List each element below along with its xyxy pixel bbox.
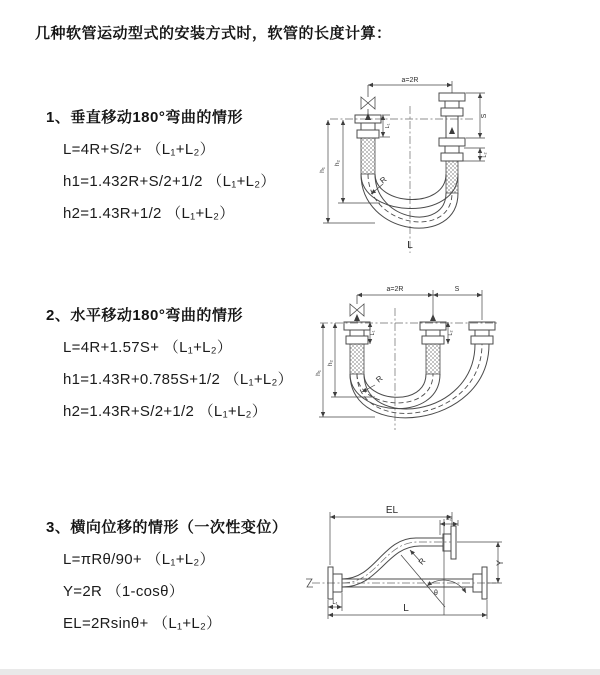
dim-label-l2: L₂ (448, 330, 454, 336)
dim-label-r: R (374, 373, 385, 385)
left-hose-fitting (355, 113, 381, 174)
dim-label-l2: L₂ (446, 516, 452, 522)
valve-icon (361, 85, 375, 115)
angle-construction (401, 555, 466, 607)
dim-label-L: L (403, 603, 409, 614)
section1-formula-L: L=4R+S/2+ （L₁+L₂） (63, 141, 215, 158)
hose-u-bend-positions (350, 344, 489, 418)
scan-edge (0, 669, 600, 675)
dim-label-a2r: a=2R (386, 286, 404, 293)
section1-formula-h1: h1=1.432R+S/2+1/2 （L₁+L₂） (63, 173, 276, 190)
dim-label-s: S (454, 286, 460, 293)
section2-formula-h2: h2=1.43R+S/2+1/2 （L₁+L₂） (63, 403, 268, 420)
section3-heading: 3、横向位移的情形（一次性变位） (46, 519, 288, 536)
section3-formula-Y: Y=2R （1-cosθ） (63, 583, 185, 600)
dimension-labels (332, 505, 505, 614)
section1-formula-h2: h2=1.43R+1/2 （L₁+L₂） (63, 205, 235, 222)
dim-label-s: S (481, 113, 488, 119)
diagram-horizontal-180-bend (305, 278, 600, 470)
flow-arrow (354, 314, 360, 321)
dim-label-el: EL (385, 505, 399, 516)
dim-label-h1: h₁ (319, 167, 326, 173)
dimension-lines (328, 512, 502, 619)
flow-arrow (449, 127, 455, 134)
diagram-vertical-180-bend (305, 70, 600, 265)
right-hose-fitting-two-positions (439, 93, 465, 193)
hose-u-bend (361, 174, 458, 228)
break-mark (306, 579, 313, 587)
dimension-lines (323, 81, 485, 223)
dim-label-y: Y (495, 559, 505, 567)
dimension-lines (319, 290, 482, 417)
upper-right-flange (443, 526, 456, 559)
dim-label-L: L (407, 240, 413, 251)
hose-s-curve-position (342, 538, 451, 587)
dimension-labels (319, 77, 488, 251)
dim-label-h2: h₂ (327, 359, 334, 367)
dim-label-r: R (378, 174, 389, 186)
section2-heading: 2、水平移动180°弯曲的情形 (46, 307, 243, 324)
right-hose-fitting-displaced (469, 322, 495, 344)
dim-label-h2: h₂ (334, 159, 341, 167)
section3-formula-L: L=πRθ/90+ （L₁+L₂） (63, 551, 215, 568)
section3-formula-EL: EL=2Rsinθ+ （L₁+L₂） (63, 615, 222, 632)
dim-label-theta: θ (434, 590, 438, 597)
dim-label-l1: L₁ (385, 123, 391, 129)
section2-formula-h1: h1=1.43R+0.785S+1/2 （L₁+L₂） (63, 371, 293, 388)
dim-label-h1: h₁ (315, 370, 322, 376)
section2-formula-L: L=4R+1.57S+ （L₁+L₂） (63, 339, 233, 356)
dim-label-r: R (416, 556, 428, 567)
dim-label-l1: L₁ (332, 600, 338, 606)
dim-label-l2: L₂ (482, 152, 488, 158)
dim-label-a2r: a=2R (401, 77, 419, 84)
page-title: 几种软管运动型式的安装方式时，软管的长度计算： (35, 25, 392, 42)
diagram-lateral-displacement (300, 497, 600, 655)
flow-arrow (365, 113, 371, 120)
section1-heading: 1、垂直移动180°弯曲的情形 (46, 109, 243, 126)
dim-label-l1: L₁ (370, 330, 376, 336)
